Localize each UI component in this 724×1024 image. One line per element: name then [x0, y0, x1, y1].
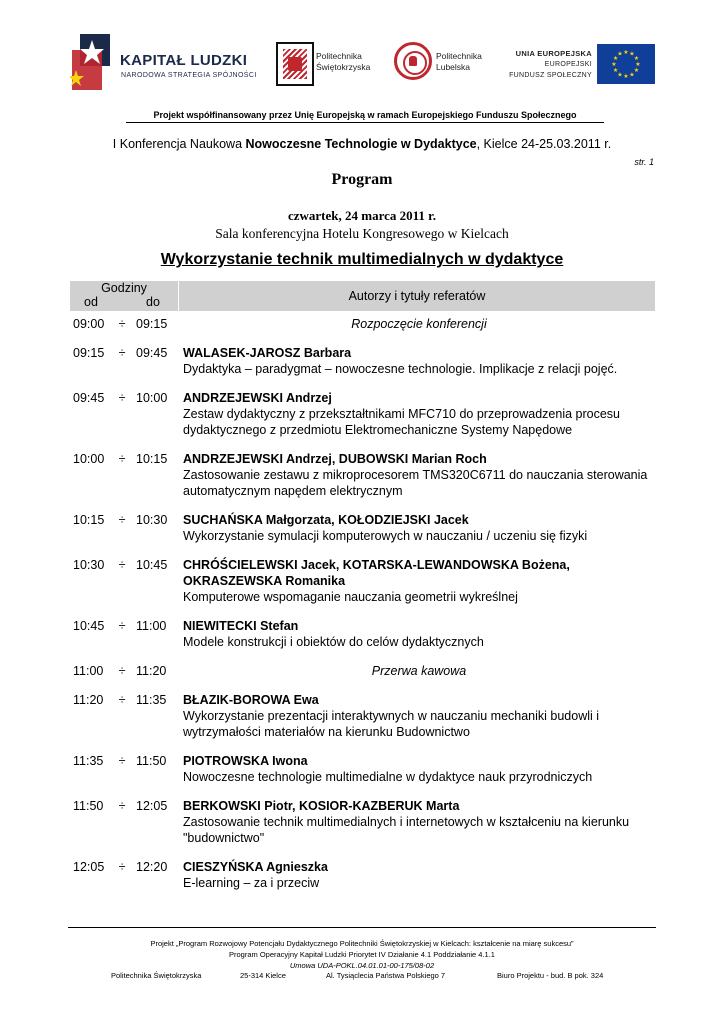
ps-name-line1: Politechnika [316, 51, 362, 61]
start-time: 11:20 [73, 693, 104, 707]
start-time: 11:50 [73, 799, 104, 813]
talk-title: E-learning – za i przeciw [183, 876, 320, 890]
session-title: Wykorzystanie technik multimedialnych w dydaktyce [160, 251, 564, 268]
event-label: Rozpoczęcie konferencji [351, 317, 487, 331]
svg-text:★: ★ [612, 55, 619, 62]
start-time: 11:35 [73, 754, 104, 768]
eu-flag-icon [597, 44, 655, 84]
to-label: do [146, 295, 160, 309]
end-time: 12:05 [136, 799, 168, 813]
time-separator: ÷ [118, 513, 126, 527]
ue-fund-line2: FUNDUSZ SPOŁECZNY [509, 72, 592, 79]
start-time: 10:15 [73, 513, 105, 527]
ue-name: UNIA EUROPEJSKA [515, 49, 592, 58]
authors-column-header: Autorzy i tytuły referatów [348, 289, 486, 303]
talk-authors: PIOTROWSKA Iwona [183, 754, 308, 768]
talk-title: Wykorzystanie symulacji komputerowych w nauczaniu / uczeniu się fizyki [183, 529, 588, 543]
politechnika-swietokrzyska-logo [276, 42, 376, 86]
footer-project: Projekt „Program Rozwojowy Potencjału Dydaktycznego Politechniki Świętokrzyskiej w Kielcach: kształcenie na miarę sukcesu” [150, 939, 574, 948]
talk-authors: BERKOWSKI Piotr, KOSIOR-KAZBERUK Marta [183, 799, 460, 813]
schedule-row [70, 512, 655, 544]
talk-title: Komputerowe wspomaganie nauczania geometrii wykreślnej [183, 590, 518, 604]
svg-text:★: ★ [623, 73, 629, 80]
from-label: od [84, 295, 98, 309]
svg-text:★: ★ [633, 67, 640, 74]
kapital-ludzki-logo [70, 28, 260, 98]
ue-fund-line1: EUROPEJSKI [544, 61, 592, 68]
time-separator: ÷ [118, 558, 126, 572]
start-time: 09:45 [73, 391, 105, 405]
talk-authors: CHRÓŚCIELEWSKI Jacek, KOTARSKA-LEWANDOWSKA Bożena, OKRASZEWSKA Romanika [183, 558, 570, 588]
kapital-ludzki-title: KAPITAŁ LUDZKI [120, 52, 248, 69]
schedule-row [70, 859, 655, 891]
hours-label: Godziny [101, 281, 147, 295]
talk-title: Dydaktyka – paradygmat – nowoczesne technologie. Implikacje z relacji pojęć. [183, 362, 618, 376]
unia-europejska-logo [500, 42, 660, 86]
kapital-ludzki-star-icon [70, 30, 118, 94]
talk-authors: BŁAZIK-BOROWA Ewa [183, 693, 319, 707]
schedule-row [70, 451, 655, 499]
talk-title: Zastosowanie zestawu z mikroprocesorem TMS320C6711 do nauczania sterowania automatycznym napędem elektrycznym [183, 468, 648, 498]
pl-seal-icon [394, 42, 432, 80]
footer-street: Al. Tysiąclecia Państwa Polskiego 7 [326, 971, 446, 980]
page-number: str. 1 [634, 157, 654, 167]
footer [0, 938, 724, 971]
time-separator: ÷ [118, 799, 126, 813]
schedule-row [70, 557, 655, 605]
hours-column-header [70, 281, 178, 311]
talk-title: Nowoczesne technologie multimedialne w dydaktyce nauk przyrodniczych [183, 770, 593, 784]
talk-title: Zestaw dydaktyczny z przekształtnikami MFC710 do przeprowadzenia procesu dydaktycznego z przedmiotu Elektromechaniczne Systemy Napędowe [183, 407, 620, 437]
time-separator: ÷ [118, 317, 126, 331]
conference-name: Nowoczesne Technologie w Dydaktyce [245, 137, 477, 151]
schedule-table-header [70, 281, 655, 311]
talk-details [183, 512, 655, 544]
talk-authors: NIEWITECKI Stefan [183, 619, 299, 633]
schedule-row [70, 390, 655, 438]
schedule-row [70, 753, 655, 785]
footer-office: Biuro Projektu - bud. B pok. 324 [497, 971, 604, 980]
ps-emblem-icon [276, 42, 314, 86]
start-time: 09:15 [73, 346, 105, 360]
start-time: 10:45 [73, 619, 105, 633]
time-separator: ÷ [118, 754, 126, 768]
event-label: Przerwa kawowa [371, 664, 467, 678]
start-time: 12:05 [73, 860, 105, 874]
talk-details [183, 390, 655, 438]
talk-details [183, 798, 655, 846]
kapital-ludzki-subtitle: NARODOWA STRATEGIA SPÓJNOŚCI [121, 72, 257, 79]
end-time: 10:45 [136, 558, 168, 572]
end-time: 11:50 [136, 754, 167, 768]
schedule-row [70, 663, 655, 679]
start-time: 10:00 [73, 452, 105, 466]
end-time: 09:45 [136, 346, 168, 360]
time-separator: ÷ [118, 619, 126, 633]
talk-title: Wykorzystanie prezentacji interaktywnych w nauczaniu mechaniki budowli i wytrzymałości materiałów na kierunku Budownictwo [183, 709, 600, 739]
end-time: 11:35 [136, 693, 167, 707]
program-venue: Sala konferencyjna Hotelu Kongresowego w Kielcach [215, 226, 509, 241]
svg-text:★: ★ [629, 71, 635, 79]
footer-postcode: 25-314 Kielce [240, 971, 286, 980]
time-separator: ÷ [118, 346, 126, 360]
talk-details [183, 557, 655, 605]
start-time: 10:30 [73, 558, 105, 572]
ps-name-line2: Świętokrzyska [316, 62, 371, 72]
talk-details [183, 859, 655, 891]
program-title: Program [331, 171, 393, 188]
talk-details [183, 345, 655, 377]
program-date: czwartek, 24 marca 2011 r. [287, 208, 437, 223]
end-time: 10:30 [136, 513, 168, 527]
schedule-row [70, 345, 655, 377]
conference-suffix: , Kielce 24-25.03.2011 r. [476, 137, 612, 151]
conference-line [0, 137, 724, 151]
svg-text:★: ★ [612, 67, 619, 74]
end-time: 11:00 [136, 619, 167, 633]
talk-authors: CIESZYŃSKA Agnieszka [183, 860, 328, 874]
talk-title: Zastosowanie technik multimedialnych i internetowych w kształceniu na kierunku "budownictwo" [183, 815, 630, 845]
end-time: 09:15 [136, 317, 168, 331]
schedule-row [70, 798, 655, 846]
end-time: 12:20 [136, 860, 168, 874]
conference-prefix: I Konferencja Naukowa [112, 137, 246, 151]
svg-text:★: ★ [635, 61, 641, 68]
svg-text:★: ★ [633, 55, 640, 62]
schedule-row [70, 692, 655, 740]
time-separator: ÷ [118, 452, 126, 466]
header-logos [0, 0, 724, 100]
time-separator: ÷ [118, 391, 126, 405]
talk-details [183, 451, 655, 499]
talk-details [183, 753, 655, 785]
svg-text:★: ★ [623, 49, 629, 56]
time-separator: ÷ [118, 860, 126, 874]
talk-details [183, 692, 655, 740]
footer-program: Program Operacyjny Kapitał Ludzki Priorytet IV Działanie 4.1 Poddziałanie 4.1.1 [229, 950, 495, 959]
time-separator: ÷ [118, 693, 126, 707]
schedule-row [70, 316, 655, 332]
end-time: 11:20 [136, 664, 167, 678]
talk-authors: WALASEK-JAROSZ Barbara [183, 346, 352, 360]
svg-text:★: ★ [629, 50, 635, 58]
schedule-rows [70, 316, 655, 904]
talk-authors: ANDRZEJEWSKI Andrzej [183, 391, 332, 405]
end-time: 10:15 [136, 452, 168, 466]
start-time: 09:00 [73, 317, 105, 331]
svg-text:★: ★ [617, 71, 623, 79]
footer-divider [68, 927, 656, 928]
svg-text:★: ★ [611, 61, 617, 68]
politechnika-lubelska-logo [394, 42, 494, 86]
svg-text:★: ★ [617, 50, 623, 58]
talk-title: Modele konstrukcji i obiektów do celów dydaktycznych [183, 635, 484, 649]
footer-institution: Politechnika Świętokrzyska [111, 971, 202, 980]
footer-agreement: Umowa UDA-POKL.04.01.01-00-175/08-02 [289, 961, 435, 970]
time-separator: ÷ [118, 664, 126, 678]
start-time: 11:00 [73, 664, 104, 678]
schedule-row [70, 618, 655, 650]
end-time: 10:00 [136, 391, 168, 405]
pl-name-line2: Lubelska [436, 62, 471, 72]
cofinancing-notice: Projekt współfinansowany przez Unię Europejską w ramach Europejskiego Funduszu Społecznego [126, 110, 604, 123]
talk-details [183, 618, 655, 650]
pl-name-line1: Politechnika [436, 51, 482, 61]
talk-authors: SUCHAŃSKA Małgorzata, KOŁODZIEJSKI Jacek [183, 513, 469, 527]
talk-authors: ANDRZEJEWSKI Andrzej, DUBOWSKI Marian Roch [183, 452, 487, 466]
